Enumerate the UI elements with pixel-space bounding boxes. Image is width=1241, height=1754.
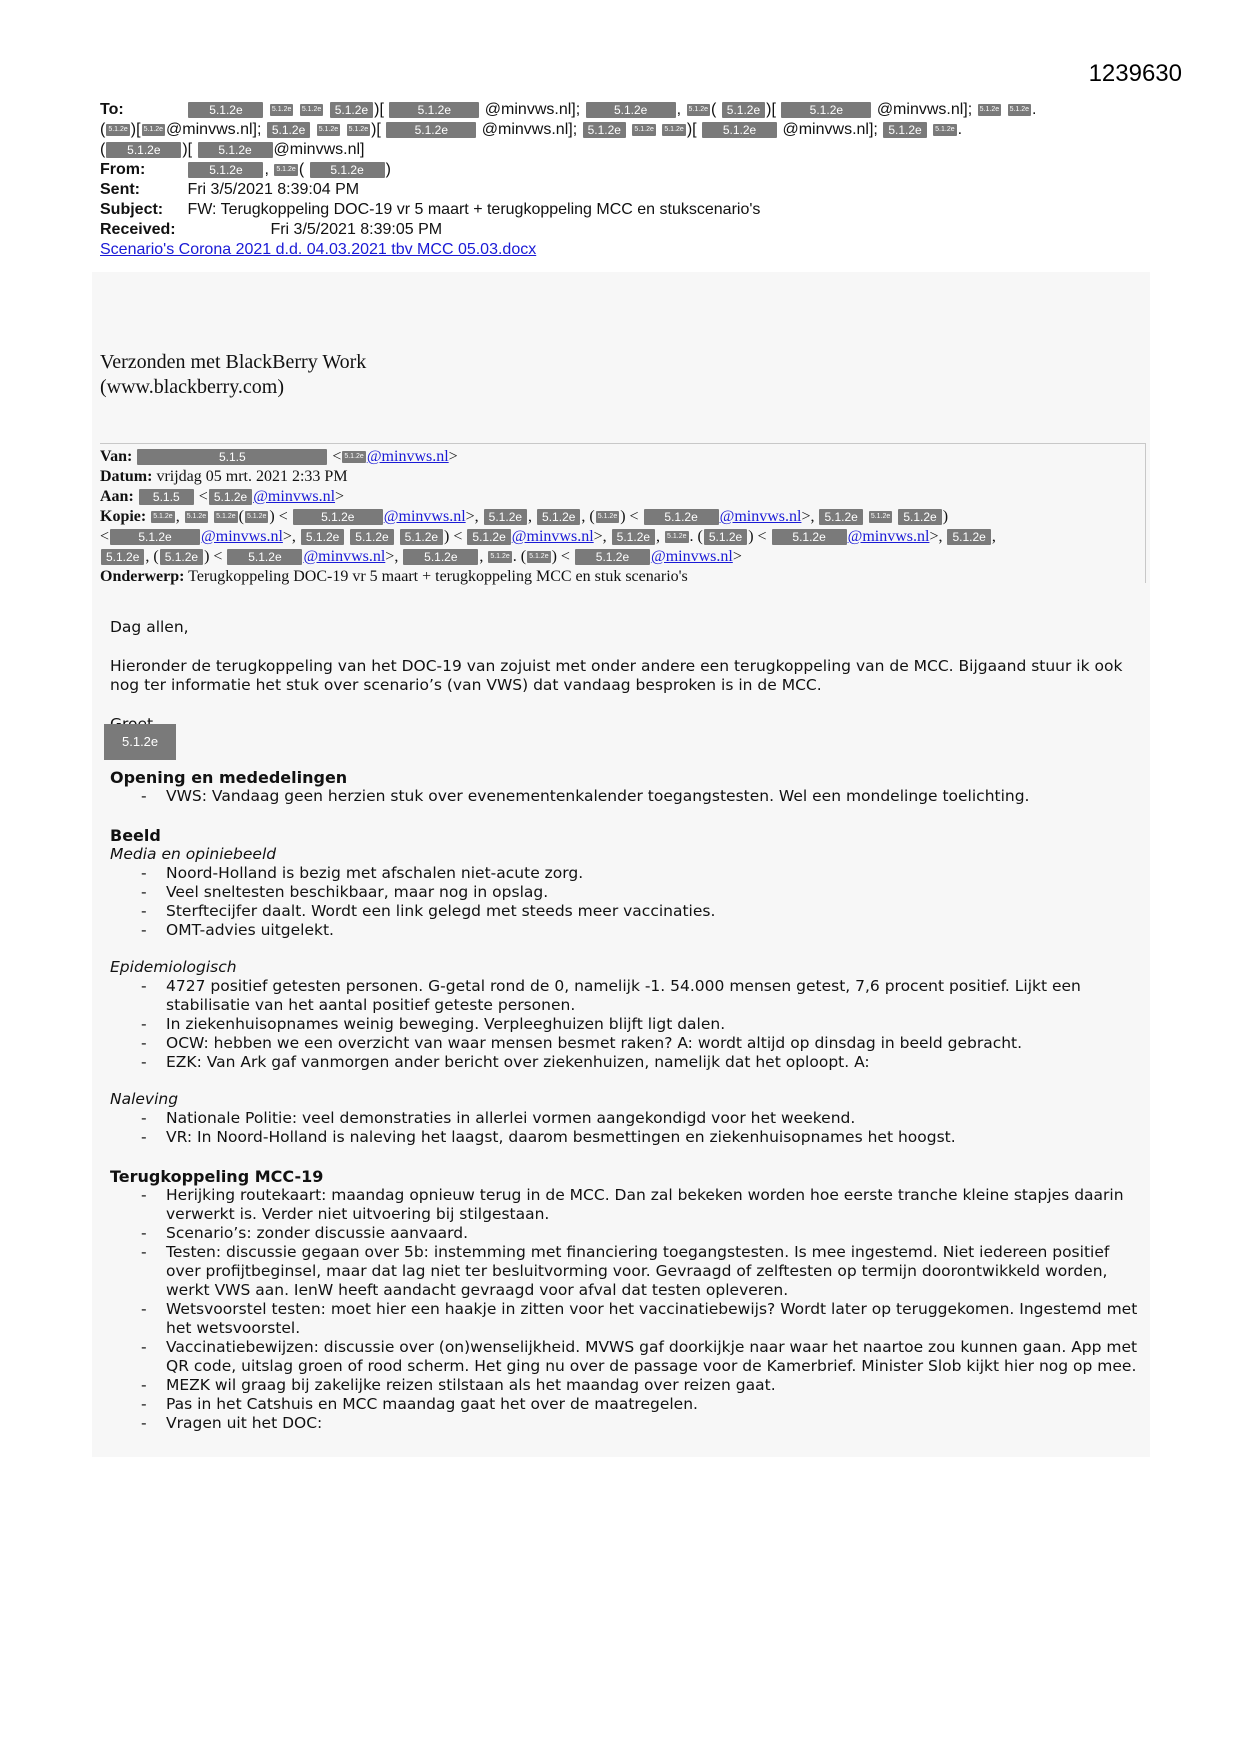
redaction: 5.1.2e [386, 122, 476, 138]
section-title: Terugkoppeling MCC-19 [110, 1167, 324, 1186]
blackberry-signature [100, 350, 366, 400]
received-value: Fri 3/5/2021 8:39:05 PM [270, 221, 443, 238]
redaction: 5.1.2e [586, 102, 676, 118]
redaction: 5.1.2e [883, 122, 926, 138]
redaction: 5.1.2e [687, 104, 710, 116]
list-item: - Wetsvoorstel testen: moet hier een haakje in zitten voor het vaccinatiebewijs? Wordt later op teruggekomen. Ingestemd met het wetsvoorstel. [110, 1300, 1140, 1338]
redaction: 5.1.2e [347, 124, 370, 136]
from-row: From: 5.1.2e , 5.1.2e ( 5.1.2e ) [100, 161, 391, 178]
redaction: 5.1.2e [403, 549, 478, 565]
subject-label: Subject: [100, 201, 164, 218]
sent-label: Sent: [100, 181, 140, 198]
kopie-label: Kopie: [100, 508, 147, 525]
email-domain: @minvws.nl] [273, 141, 365, 158]
redaction: 5.1.2e [596, 511, 619, 523]
aan-email[interactable]: @minvws.nl [253, 488, 336, 505]
redaction: 5.1.2e [933, 124, 956, 136]
redaction: 5.1.2e [342, 451, 365, 463]
onderwerp-row [100, 567, 1150, 587]
redaction: 5.1.2e [270, 104, 293, 116]
item-list [110, 1109, 1140, 1147]
datum-value: vrijdag 05 mrt. 2021 2:33 PM [156, 468, 348, 485]
list-item: - 4727 positief getesten personen. G-getal rond de 0, namelijk -1. 54.000 mensen getest, 7,6 procent positief. Lijkt een stabilisatie van het aantal positief geteste personen. [110, 977, 1140, 1015]
kopie-email[interactable]: @minvws.nl [847, 528, 930, 545]
sent-value: Fri 3/5/2021 8:39:04 PM [187, 181, 360, 198]
redaction: 5.1.2e [301, 529, 344, 545]
list-item: - VWS: Vandaag geen herzien stuk over evenementenkalender toegangstesten. Wel een mondelinge toelichting. [110, 787, 1140, 806]
kopie-email[interactable]: @minvws.nl [201, 528, 283, 545]
redaction: 5.1.2e [978, 104, 1001, 116]
redaction: 5.1.2e [612, 529, 655, 545]
email-domain: @minvws.nl]; [484, 101, 581, 118]
redaction: 5.1.2e [947, 529, 990, 545]
subsection-title: Naleving [110, 1090, 179, 1108]
item-list [110, 864, 1140, 940]
redaction: 5.1.2e [245, 511, 268, 523]
redaction: 5.1.2e [704, 529, 747, 545]
item-list [110, 977, 1140, 1072]
greeting: Dag allen, [110, 618, 189, 636]
email-domain: @minvws.nl]; [876, 101, 973, 118]
list-item: - Veel sneltesten beschikbaar, maar nog in opslag. [110, 883, 1140, 902]
redaction: 5.1.2e [819, 509, 862, 525]
datum-label: Datum: [100, 468, 153, 485]
forwarded-header [100, 447, 1150, 587]
redaction: 5.1.2e [644, 509, 719, 525]
redaction: 5.1.2e [662, 124, 685, 136]
list-item: - Noord-Holland is bezig met afschalen niet-acute zorg. [110, 864, 1140, 883]
kopie-email[interactable]: @minvws.nl [650, 548, 733, 565]
redaction: 5.1.2e [527, 551, 550, 563]
redaction: 5.1.5 [137, 449, 327, 465]
list-item: - Herijking routekaart: maandag opnieuw terug in de MCC. Dan zal bekeken worden hoe eerste tranche kleine stapjes daarin verwerkt is. Verder niet uitvoering bij stilgestaan. [110, 1186, 1140, 1224]
redaction: 5.1.2e [350, 529, 393, 545]
email-domain: @minvws.nl]; [782, 121, 878, 138]
redaction: 5.1.2e [772, 529, 847, 545]
redaction: 5.1.2e [583, 122, 626, 138]
redaction: 5.1.5 [139, 489, 194, 505]
redaction: 5.1.2e [106, 124, 129, 136]
aan-label: Aan: [100, 488, 134, 505]
attachment-row [100, 240, 1150, 260]
email-domain: @minvws.nl]; [481, 121, 578, 138]
redaction: 5.1.2e [488, 551, 511, 563]
redaction: 5.1.2e [142, 124, 165, 136]
redaction: 5.1.2e [722, 102, 765, 118]
redaction: 5.1.2e [1008, 104, 1031, 116]
from-label: From: [100, 161, 146, 178]
to-row-2: ( 5.1.2e )[ 5.1.2e @minvws.nl]; 5.1.2e 5.1.2e 5.1.2e )[ 5.1.2e @minvws.nl]; 5.1.2e 5.1.2e 5.1.2e )[ 5.1.2e @minvws.nl]; 5.1.2e 5.1.2e . [100, 121, 963, 138]
list-item: - In ziekenhuisopnames weinig beweging. Verpleeghuizen blijft ligt dalen. [110, 1015, 1140, 1034]
redaction: 5.1.2e [632, 124, 655, 136]
redaction: 5.1.2e [160, 549, 203, 565]
redaction: 5.1.2e [267, 122, 310, 138]
redaction: 5.1.2e [317, 124, 340, 136]
section-title: Beeld [110, 826, 161, 845]
intro-paragraph: Hieronder de terugkoppeling van het DOC-19 van zojuist met onder andere een terugkoppeling van de MCC. Bijgaand stuur ik ook nog ter informatie het stuk over scenario’s (van VWS) dat vandaag besproken is in de MCC. [110, 657, 1123, 694]
redaction: 5.1.2e [188, 162, 263, 178]
redaction: 5.1.2e [106, 142, 181, 158]
redaction: 5.1.2e [188, 102, 263, 118]
to-row: To: 5.1.2e 5.1.2e 5.1.2e 5.1.2e )[ 5.1.2e @minvws.nl]; 5.1.2e , 5.1.2e ( 5.1.2e )[ 5.1.2e @minvws.nl]; 5.1.2e 5.1.2e . [100, 101, 1037, 118]
email-header [100, 100, 1150, 260]
blackberry-line-2: (www.blackberry.com) [100, 376, 284, 398]
onderwerp-label: Onderwerp: [100, 568, 185, 585]
redaction: 5.1.2e [781, 102, 871, 118]
attachment-link[interactable]: Scenario's Corona 2021 d.d. 04.03.2021 tbv MCC 05.03.docx [100, 241, 537, 258]
redaction: 5.1.2e [898, 509, 941, 525]
list-item: - Testen: discussie gegaan over 5b: instemming met financiering toegangstesten. Is mee ingestemd. Niet iedereen positief over profijtbeginsel, maar dat lag niet ter besluitvorming voor. Gevraagd of zelftesten op termijn doorontwikkeld worden, werkt VWS aan. IenW heeft aandacht gevraagd voor afval dat testen opleveren. [110, 1243, 1140, 1300]
redaction: 5.1.2e [198, 142, 273, 158]
datum-row [100, 467, 1150, 487]
list-item: - VR: In Noord-Holland is naleving het laagst, daarom besmettingen en ziekenhuisopnames het hoogst. [110, 1128, 1140, 1147]
list-item: - Sterftecijfer daalt. Wordt een link gelegd met steeds meer vaccinaties. [110, 902, 1140, 921]
list-item: - Nationale Politie: veel demonstraties in allerlei vormen aangekondigd voor het weekend. [110, 1109, 1140, 1128]
subject-value: FW: Terugkoppeling DOC-19 vr 5 maart + terugkoppeling MCC en stukscenario's [187, 201, 761, 218]
van-label: Van: [100, 448, 133, 465]
redaction: 5.1.2e [389, 102, 479, 118]
kopie-email[interactable]: @minvws.nl [303, 548, 386, 565]
divider [100, 443, 1145, 444]
section-title: Opening en mededelingen [110, 768, 348, 787]
redaction: 5.1.2e [227, 549, 302, 565]
redaction: 5.1.2e [484, 509, 527, 525]
kopie-email[interactable]: @minvws.nl [383, 508, 466, 525]
list-item: - Vaccinatiebewijzen: discussie over (on)wenselijkheid. MVWS gaf doorkijkje naar waar het naartoe zou kunnen gaan. App met QR code, uitslag groen of rood scherm. Het ging nu over de passage voor de Kamerbrief. Minister Slob kijkt hier nog op mee. [110, 1338, 1140, 1376]
redaction: 5.1.2e [185, 511, 208, 523]
redaction: 5.1.2e [665, 531, 688, 543]
kopie-email[interactable]: @minvws.nl [511, 528, 594, 545]
list-item: - Vragen uit het DOC: [110, 1414, 1140, 1433]
list-item: - OMT-advies uitgelekt. [110, 921, 1140, 940]
redaction: 5.1.2e [869, 511, 892, 523]
subsection-title: Epidemiologisch [110, 958, 237, 976]
item-list [110, 1186, 1140, 1433]
received-row [100, 220, 1150, 240]
redaction: 5.1.2e [293, 509, 383, 525]
subject-row [100, 200, 1150, 220]
subsection-title: Media en opiniebeeld [110, 845, 277, 863]
kopie-row: Kopie: 5.1.2e , 5.1.2e 5.1.2e ( 5.1.2e ) < 5.1.2e @minvws.nl>, 5.1.2e , 5.1.2e , ( 5.1.2e ) < 5.1.2e @minvws.nl>, 5.1.2e 5.1.2e 5.1.2e ) [100, 508, 949, 525]
redaction: 5.1.2e [214, 511, 237, 523]
van-email[interactable]: @minvws.nl [366, 448, 449, 465]
email-domain: @minvws.nl]; [166, 121, 262, 138]
received-label: Received: [100, 221, 176, 238]
blackberry-line-1: Verzonden met BlackBerry Work [100, 351, 367, 373]
redaction: 5.1.2e [575, 549, 650, 565]
kopie-row-2: < 5.1.2e @minvws.nl>, 5.1.2e 5.1.2e 5.1.2e ) < 5.1.2e @minvws.nl>, 5.1.2e , 5.1.2e . ( 5.1.2e ) < 5.1.2e @minvws.nl>, 5.1.2e , [100, 528, 996, 545]
redaction: 5.1.2e [467, 529, 510, 545]
list-item: - MEZK wil graag bij zakelijke reizen stilstaan als het maandag over reizen gaat. [110, 1376, 1140, 1395]
to-label: To: [100, 101, 124, 118]
redaction: 5.1.2e [330, 102, 373, 118]
list-item: - OCW: hebben we een overzicht van waar mensen besmet raken? A: wordt altijd op dinsdag in beeld gebracht. [110, 1034, 1140, 1053]
kopie-row-3: 5.1.2e , ( 5.1.2e ) < 5.1.2e @minvws.nl>, 5.1.2e , 5.1.2e . ( 5.1.2e ) < 5.1.2e @minvws.nl> [100, 547, 1150, 567]
redaction: 5.1.2e [151, 511, 174, 523]
redaction: 5.1.2e [274, 164, 297, 176]
van-row: Van: 5.1.5 < 5.1.2e @minvws.nl> [100, 448, 458, 465]
onderwerp-value: Terugkoppeling DOC-19 vr 5 maart + terugkoppeling MCC en stuk scenario's [188, 568, 688, 585]
redaction: 5.1.2e [101, 549, 144, 565]
redaction: 5.1.2e [209, 489, 252, 505]
sender-redaction: 5.1.2e [104, 724, 176, 760]
redaction: 5.1.2e [310, 162, 385, 178]
redaction: 5.1.2e [110, 529, 200, 545]
redaction: 5.1.2e [400, 529, 443, 545]
message-body [110, 618, 1140, 1433]
item-list [110, 787, 1140, 806]
list-item: - Scenario’s: zonder discussie aanvaard. [110, 1224, 1140, 1243]
list-item: - EZK: Van Ark gaf vanmorgen ander bericht over ziekenhuizen, namelijk dat het oploopt. A: [110, 1053, 1140, 1072]
list-item: - Pas in het Catshuis en MCC maandag gaat het over de maatregelen. [110, 1395, 1140, 1414]
redaction: 5.1.2e [537, 509, 580, 525]
document-number: 1239630 [1088, 60, 1182, 87]
redaction: 5.1.2e [702, 122, 777, 138]
to-row-3: ( 5.1.2e )[ 5.1.2e @minvws.nl] [100, 141, 365, 158]
sent-row [100, 180, 1150, 200]
aan-row: Aan: 5.1.5 < 5.1.2e @minvws.nl> [100, 488, 345, 505]
redaction: 5.1.2e [300, 104, 323, 116]
kopie-email[interactable]: @minvws.nl [719, 508, 802, 525]
